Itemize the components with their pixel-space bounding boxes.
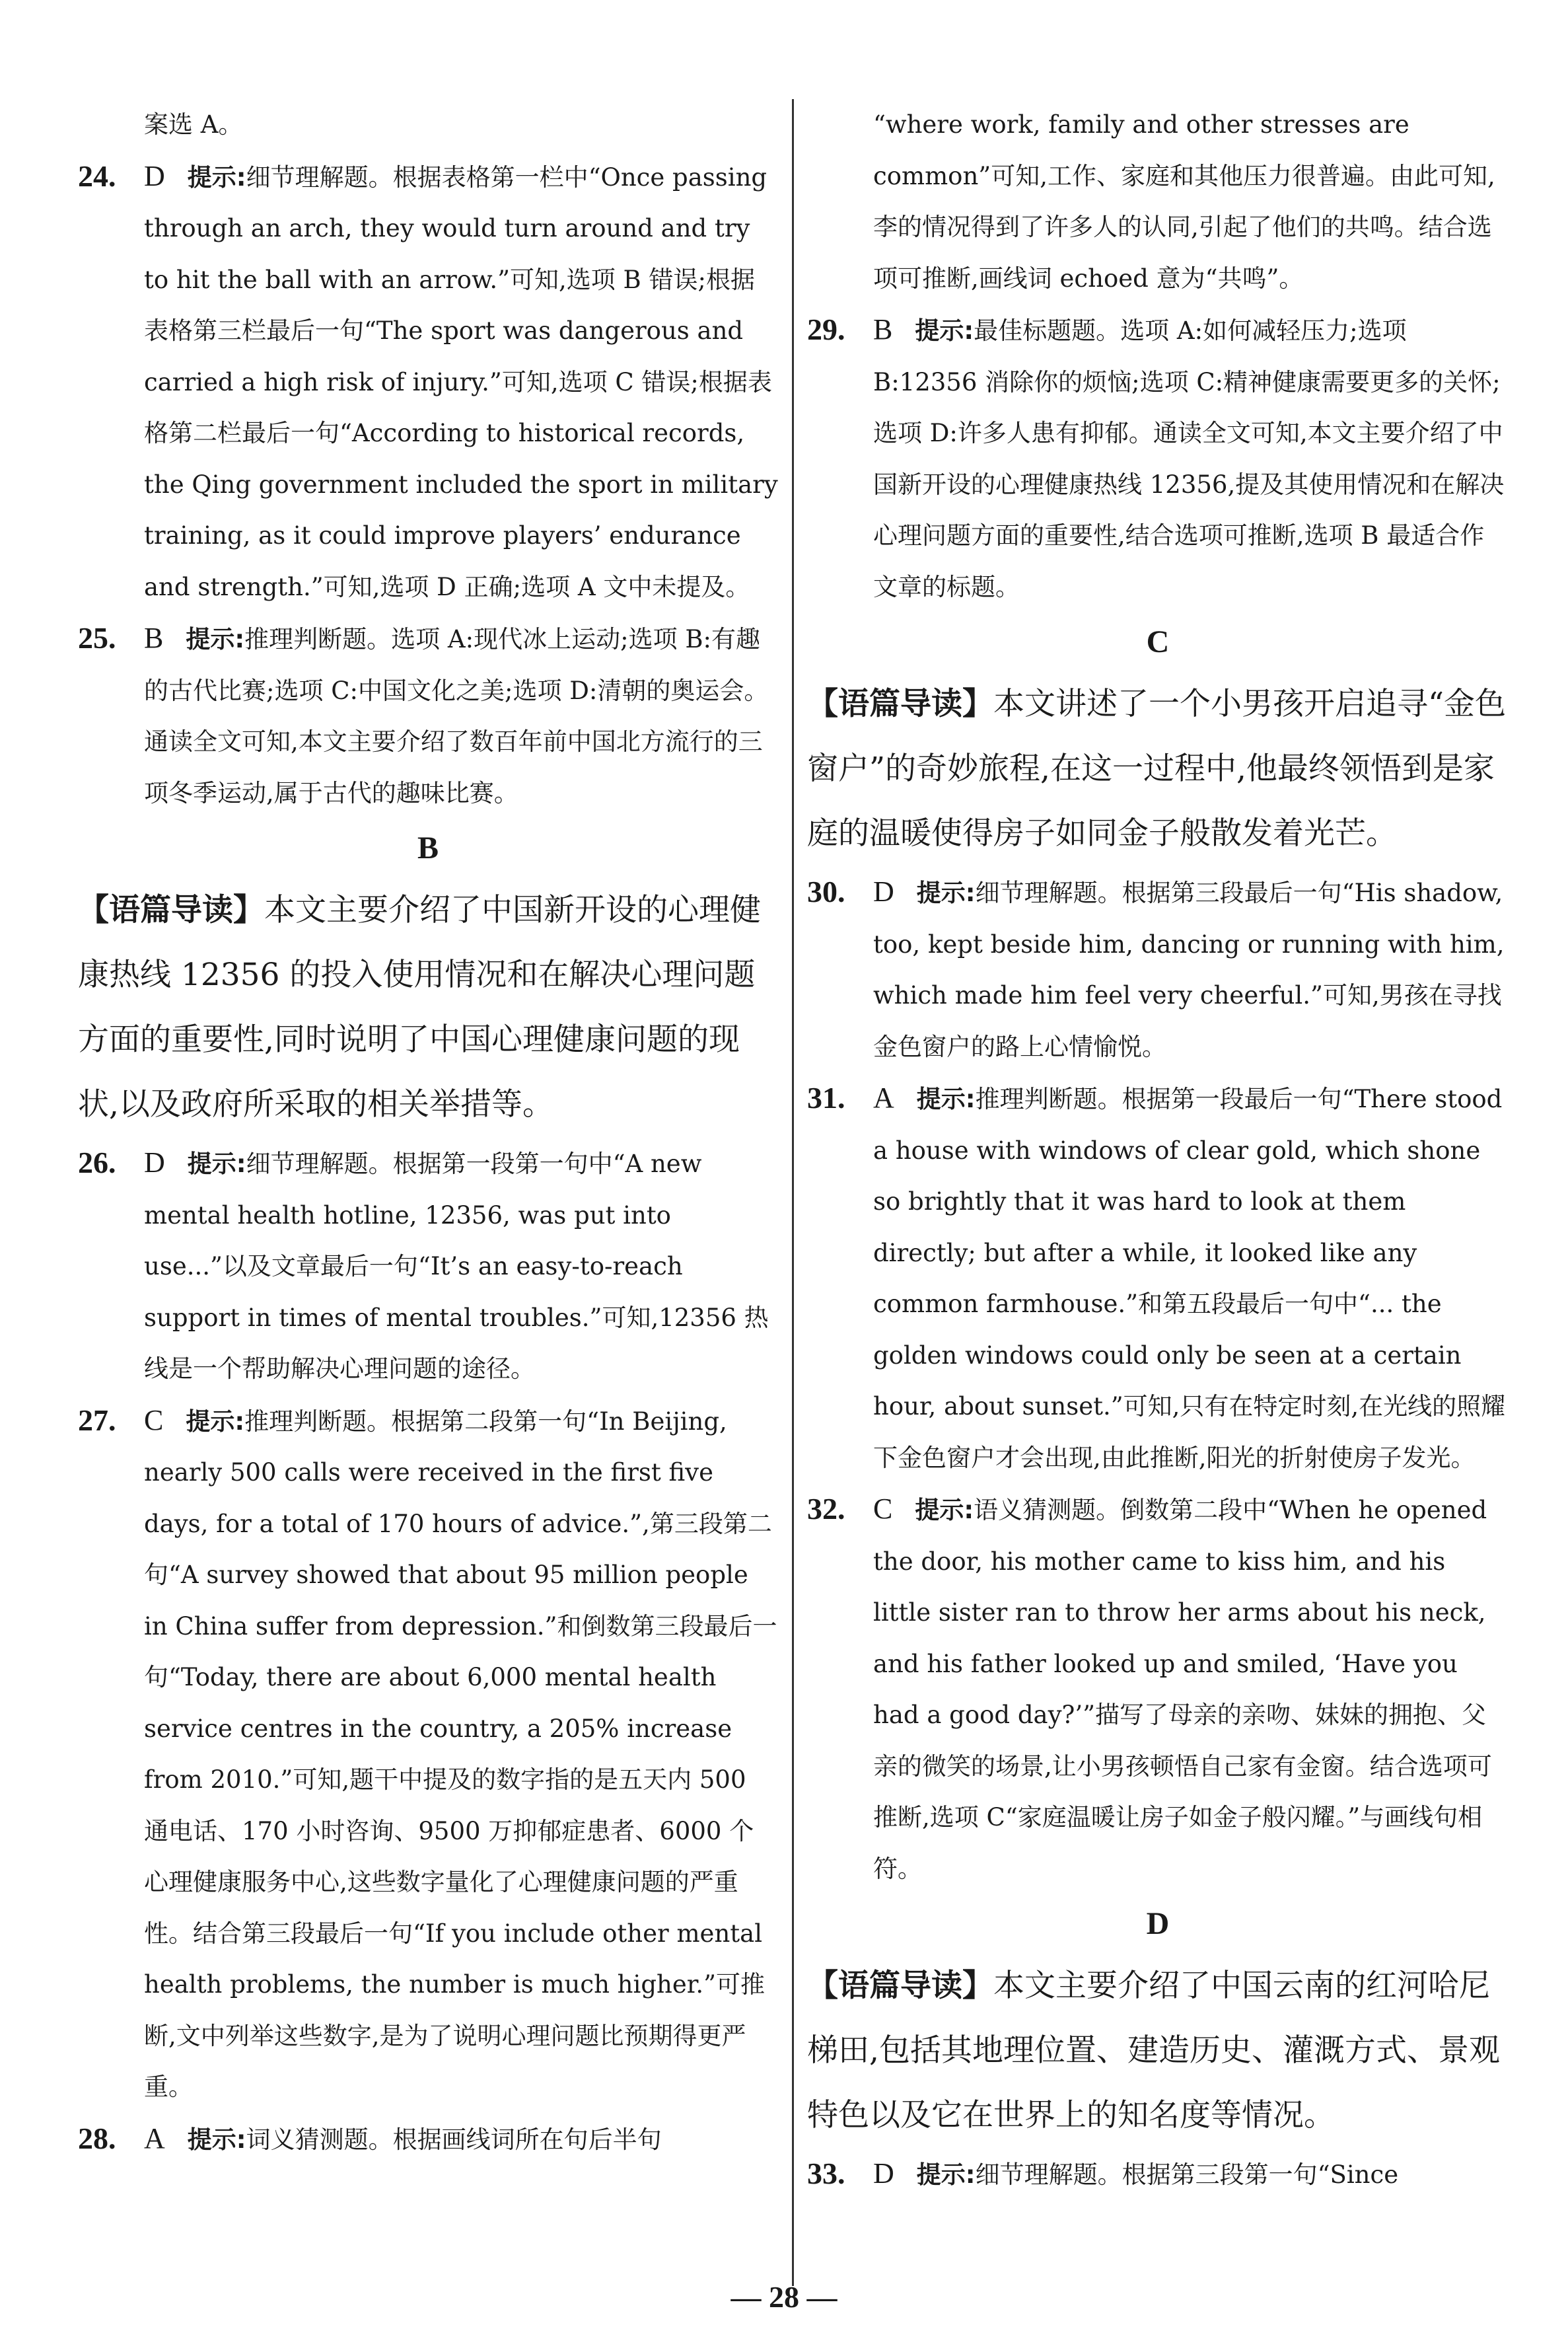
answer-option: B (144, 622, 164, 654)
answer-32 (807, 1483, 1509, 1894)
explanation: 推理判断题。选项 A:现代冰上运动;选项 B:有趣的古代比赛;选项 C:中国文化之美;选项 D:清朝的奥运会。通读全文可知,本文主要介绍了数百年前中国北方流行的三项冬季运动,属于古代的趣味比赛。 (144, 625, 769, 807)
reading-guide-b (78, 878, 778, 1137)
explanation: 最佳标题题。选项 A:如何减轻压力;选项 B:12356 消除你的烦恼;选项 C:精神健康需要更多的关怀;选项 D:许多人患有抑郁。通读全文可知,本文主要介绍了中国新开设的心理健康热线 12356,提及其使用情况和在解决心理问题方面的重要性,结合选项可推断,选项 B 最适合作文章的标题。 (873, 316, 1505, 601)
answer-29 (807, 304, 1509, 612)
question-number: 25. (78, 621, 116, 655)
answer-28 (78, 2113, 778, 2166)
guide-text: 本文讲述了一个小男孩开启追寻“金色窗户”的奇妙旅程,在这一过程中,他最终领悟到是家庭的温暖使得房子如同金子般散发着光芒。 (807, 686, 1507, 852)
right-column (807, 99, 1509, 2201)
section-heading-c: C (1146, 624, 1170, 659)
hint-label: 提示: (187, 1150, 246, 1178)
answer-30 (807, 866, 1509, 1072)
answer-24 (78, 151, 778, 613)
hint-label: 提示: (916, 1085, 976, 1113)
hint-label: 提示: (915, 1496, 974, 1524)
section-heading-d: D (1146, 1906, 1170, 1941)
hint-label: 提示: (187, 163, 246, 192)
section-heading-b: B (417, 830, 439, 866)
explanation: 语义猜测题。倒数第二段中“When he opened the door, his mother came to kiss him, and his little sister ran to throw her arms about his neck, and his father looked up and smiled, ‘Have you had a good day?’”描写了母亲的亲吻、妹妹的拥抱、父亲的微笑的场景,让小男孩顿悟自己家有金窗。结合选项可推断,选项 C“家庭温暖让房子如金子般闪耀。”与画线句相符。 (873, 1496, 1492, 1883)
question-number: 28. (78, 2121, 116, 2155)
column-divider (792, 99, 794, 2286)
answer-33 (807, 2148, 1509, 2201)
left-column (78, 99, 778, 2165)
hint-label: 提示: (916, 879, 976, 907)
question-number: 29. (807, 313, 845, 346)
guide-label: 【语篇导读】 (807, 686, 993, 722)
reading-guide-d (807, 1954, 1509, 2148)
answer-25 (78, 612, 778, 819)
answer-option: B (873, 313, 893, 346)
question-number: 33. (807, 2157, 845, 2190)
question-number: 32. (807, 1492, 845, 1526)
answer-option: D (873, 875, 894, 908)
guide-text: 本文主要介绍了中国新开设的心理健康热线 12356 的投入使用情况和在解决心理问题方面的重要性,同时说明了中国心理健康问题的现状,以及政府所采取的相关举措等。 (78, 892, 761, 1123)
answer-31 (807, 1072, 1509, 1483)
answer-option: A (144, 2122, 165, 2155)
answer-option: C (873, 1493, 893, 1525)
question-number: 27. (78, 1403, 116, 1437)
explanation: 细节理解题。根据第三段最后一句“His shadow, too, kept beside him, dancing or running with him, which made him feel very cheerful.”可知,男孩在寻找金色窗户的路上心情愉悦。 (873, 879, 1505, 1061)
explanation: 细节理解题。根据第一段第一句中“A new mental health hotline, 12356, was put into use...”以及文章最后一句“It’s an easy-to-reach support in times of mental troubles.”可知,12356 热线是一个帮助解决心理问题的途径。 (144, 1150, 769, 1383)
question-number: 24. (78, 159, 116, 193)
hint-label: 提示: (916, 2160, 976, 2189)
answer-option: C (144, 1403, 164, 1436)
answer-option: D (144, 1146, 165, 1179)
continued-text: “where work, family and other stresses are common”可知,工作、家庭和其他压力很普遍。由此可知,李的情况得到了许多人的认同,引起了他们的共鸣。结合选项可推断,画线词 echoed 意为“共鸣”。 (873, 110, 1495, 293)
page-number: — 28 — (731, 2280, 837, 2314)
answer-27 (78, 1395, 778, 2113)
reading-guide-c (807, 672, 1509, 866)
question-number: 30. (807, 875, 845, 908)
answer-option: D (873, 2157, 894, 2190)
explanation: 词义猜测题。根据画线词所在句后半句 (246, 2125, 662, 2154)
guide-text: 本文主要介绍了中国云南的红河哈尼梯田,包括其地理位置、建造历史、灌溉方式、景观特色以及它在世界上的知名度等情况。 (807, 1968, 1500, 2133)
question-number: 26. (78, 1146, 116, 1179)
hint-label: 提示: (187, 2125, 246, 2154)
question-number: 31. (807, 1081, 845, 1115)
explanation: 推理判断题。根据第一段最后一句“There stood a house with windows of clear gold, which shone so brightly that it was hard to look at them directly; but after a while, it looked like any common farmhouse.”和第五段最后一句中“... the golden windows could only be seen at a certain hour, about sunset.”可知,只有在特定时刻,在光线的照耀下金色窗户才会出现,由此推断,阳光的折射使房子发光。 (873, 1085, 1506, 1472)
answer-option: D (144, 159, 165, 192)
explanation: 细节理解题。根据表格第一栏中“Once passing through an arch, they would turn around and try to hit the ball with an arrow.”可知,选项 B 错误;根据表格第三栏最后一句“The sport was dangerous and carried a high risk of injury.”可知,选项 C 错误;根据表格第二栏最后一句“According to historical records, the Qing government included the sport in military training, as it could improve players’ endurance and strength.”可知,选项 D 正确;选项 A 文中未提及。 (144, 163, 778, 601)
answer-option: A (873, 1082, 894, 1114)
hint-label: 提示: (186, 1407, 245, 1436)
explanation: 细节理解题。根据第三段第一句“Since (975, 2160, 1399, 2189)
guide-label: 【语篇导读】 (78, 892, 264, 928)
hint-label: 提示: (915, 316, 974, 345)
guide-label: 【语篇导读】 (807, 1968, 993, 2004)
answer-26 (78, 1137, 778, 1395)
explanation: 推理判断题。根据第二段第一句“In Beijing, nearly 500 calls were received in the first five days, for a total of 170 hours of advice.”,第三段第二句“A survey showed that about 95 million people in China suffer from depression.”和倒数第三段最后一句“Today, there are about 6,000 mental health service centres in the country, a 205% increase from 2010.”可知,题干中提及的数字指的是五天内 500 通电话、170 小时咨询、9500 万抑郁症患者、6000 个心理健康服务中心,这些数字量化了心理健康问题的严重性。结合第三段最后一句“If you include other mental health problems, the number is much higher.”可推断,文中列举这些数字,是为了说明心理问题比预期得更严重。 (144, 1407, 777, 2101)
hint-label: 提示: (186, 625, 245, 653)
continued-text: 案选 A。 (144, 110, 243, 139)
